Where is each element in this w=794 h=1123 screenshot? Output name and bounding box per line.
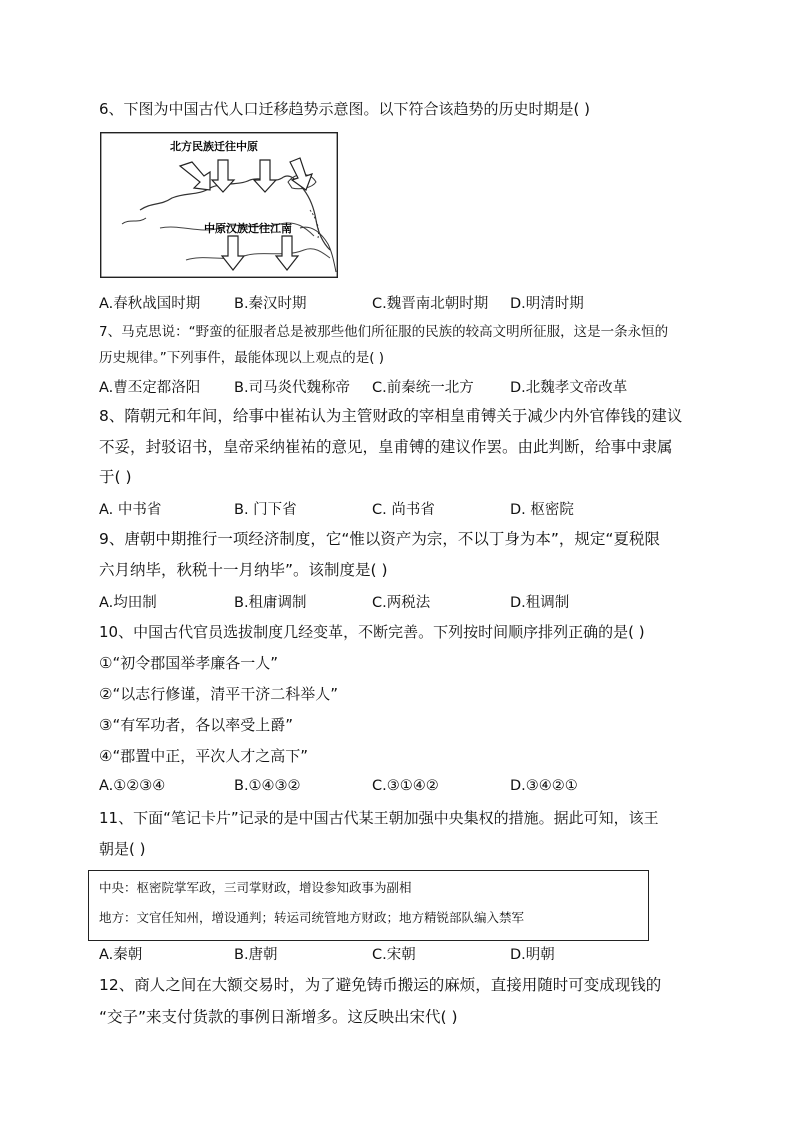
q9-stem-line2: 六月纳毕，秋税十一月纳毕”。该制度是( ) [99, 561, 388, 579]
q11-option-b: B.唐朝 [234, 947, 278, 963]
q6-option-a: A.春秋战国时期 [99, 296, 201, 312]
q11-stem-line1: 11、下面“笔记卡片”记录的是中国古代某王朝加强中央集权的措施。据此可知，该王 [99, 809, 659, 827]
q8-option-b: B. 门下省 [234, 502, 297, 518]
map-label-south: 中原汉族迁往江南 [204, 222, 292, 235]
q7-option-b: B.司马炎代魏称帝 [234, 380, 351, 396]
q12-stem-line1: 12、商人之间在大额交易时，为了避免铸币搬运的麻烦，直接用随时可变成现钱的 [99, 976, 662, 994]
q8-stem-line3: 于( ) [99, 468, 132, 486]
q11-stem-line2: 朝是( ) [99, 840, 146, 858]
q10-option-c: C.③①④② [372, 778, 439, 794]
q7-option-a: A.曹丕定都洛阳 [99, 380, 201, 396]
q7-stem-line1: 7、马克思说：“野蛮的征服者总是被那些他们所征服的民族的较高文明所征服，这是一条永恒的 [99, 324, 669, 340]
q8-option-a: A. 中书省 [99, 502, 162, 518]
q11-option-a: A.秦朝 [99, 947, 143, 963]
q6-stem: 6、下图为中国古代人口迁移趋势示意图。以下符合该趋势的历史时期是( ) [99, 100, 591, 118]
note-card-central: 中央：枢密院掌军政，三司掌财政，增设参知政事为副相 [99, 880, 412, 895]
q10-item-2: ②“以志行修谨，清平干济二科举人” [99, 685, 338, 703]
q10-item-1: ①“初令郡国举孝廉各一人” [99, 654, 278, 672]
q6-option-d: D.明清时期 [510, 296, 584, 312]
q11-option-d: D.明朝 [510, 947, 555, 963]
q7-option-c: C.前秦统一北方 [372, 380, 474, 396]
q8-stem-line2: 不妥，封驳诏书，皇帝采纳崔祐的意见，皇甫镈的建议作罢。由此判断，给事中隶属 [99, 438, 673, 456]
note-card-local: 地方：文官任知州，增设通判；转运司统管地方财政；地方精锐部队编入禁军 [99, 910, 525, 925]
q12-stem-line2: “交子”来支付货款的事例日渐增多。这反映出宋代( ) [99, 1008, 458, 1026]
q9-option-a: A.均田制 [99, 595, 157, 611]
q8-option-c: C. 尚书省 [372, 502, 435, 518]
q10-option-a: A.①②③④ [99, 778, 166, 794]
q9-option-c: C.两税法 [372, 595, 431, 611]
q6-option-c: C.魏晋南北朝时期 [372, 296, 489, 312]
q11-option-c: C.宋朝 [372, 947, 416, 963]
map-label-north: 北方民族迁往中原 [170, 140, 258, 153]
q7-option-d: D.北魏孝文帝改革 [510, 380, 628, 396]
q8-stem-line1: 8、隋朝元和年间，给事中崔祐认为主管财政的宰相皇甫镈关于减少内外官俸钱的建议 [99, 407, 683, 425]
q10-stem: 10、中国古代官员选拔制度几经变革，不断完善。下列按时间顺序排列正确的是( ) [99, 623, 645, 641]
q9-option-d: D.租调制 [510, 595, 570, 611]
q10-option-b: B.①④③② [234, 778, 301, 794]
q9-option-b: B.租庸调制 [234, 595, 307, 611]
q10-option-d: D.③④②① [510, 778, 578, 794]
note-card [88, 870, 649, 941]
q6-option-b: B.秦汉时期 [234, 296, 307, 312]
q9-stem-line1: 9、唐朝中期推行一项经济制度，它“惟以资产为宗，不以丁身为本”，规定“夏税限 [99, 530, 660, 548]
q10-item-4: ④“郡置中正，平次人才之高下” [99, 747, 308, 765]
q10-item-3: ③“有军功者，各以率受上爵” [99, 716, 293, 734]
q8-option-d: D. 枢密院 [510, 502, 574, 518]
migration-map [100, 132, 338, 278]
q7-stem-line2: 历史规律。”下列事件，最能体现以上观点的是( ) [99, 350, 385, 366]
